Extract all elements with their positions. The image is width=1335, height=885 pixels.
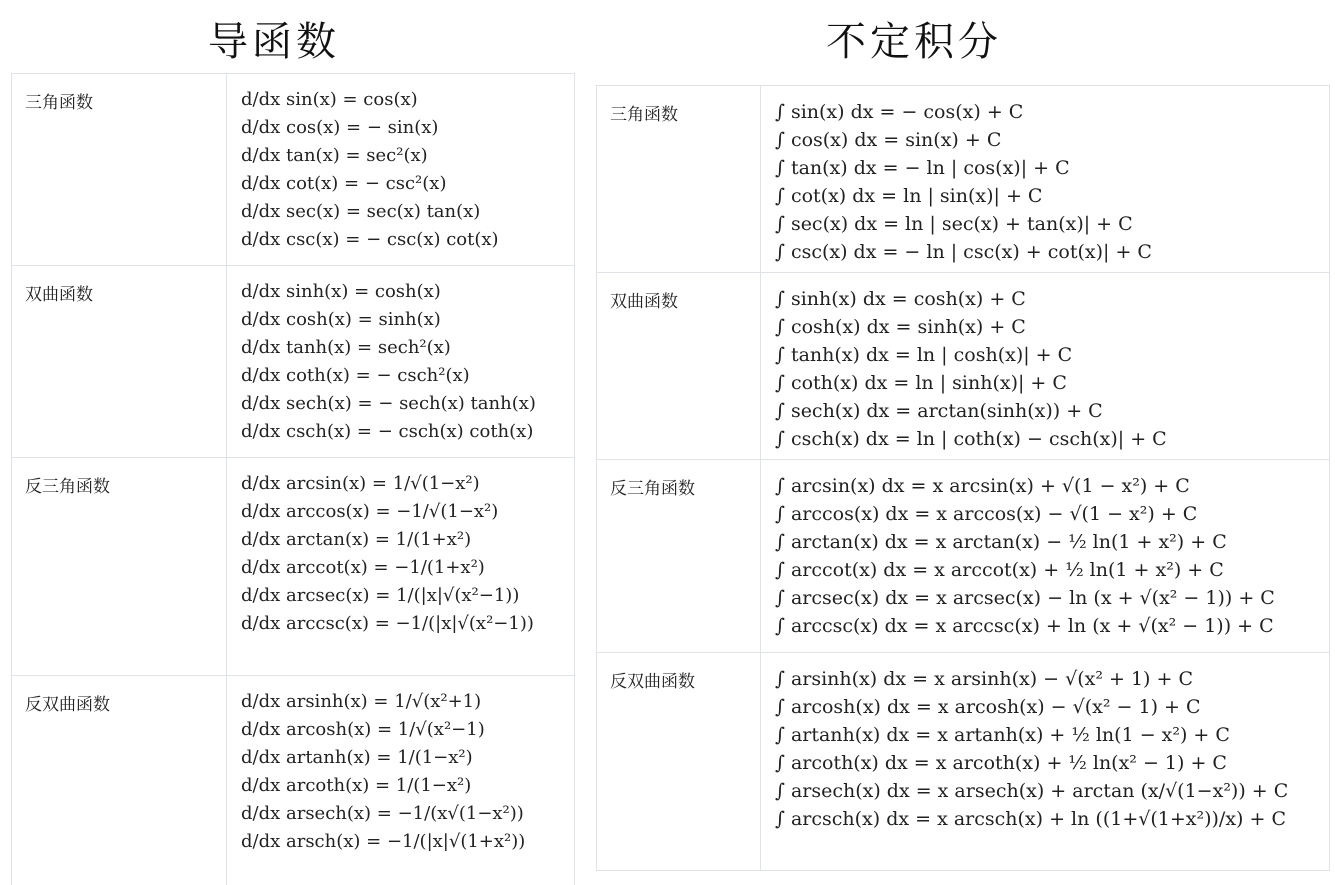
formula: d/dx csch(x) = − csch(x) coth(x) <box>241 421 534 442</box>
formula-list <box>227 676 525 885</box>
formula: ∫ coth(x) dx = ln | sinh(x)| + C <box>775 372 1067 394</box>
formula: d/dx arcsin(x) = 1/√(1−x²) <box>241 473 480 494</box>
formula: d/dx tanh(x) = sech²(x) <box>241 337 451 358</box>
formula: ∫ arcsec(x) dx = x arcsec(x) − ln (x + √(x² − 1)) + C <box>775 587 1275 609</box>
formula: ∫ sec(x) dx = ln | sec(x) + tan(x)| + C <box>775 213 1133 235</box>
formula: ∫ arctan(x) dx = x arctan(x) − ½ ln(1 + x²) + C <box>775 531 1227 553</box>
formula: ∫ tanh(x) dx = ln | cosh(x)| + C <box>775 344 1073 366</box>
formula-list <box>227 74 499 265</box>
formula: d/dx arccsc(x) = −1/(|x|√(x²−1)) <box>241 613 534 634</box>
formula: ∫ cot(x) dx = ln | sin(x)| + C <box>775 185 1043 207</box>
formula-list <box>227 458 534 675</box>
formula: d/dx arccot(x) = −1/(1+x²) <box>241 557 485 578</box>
formula: d/dx arsinh(x) = 1/√(x²+1) <box>241 691 482 712</box>
category-label: 反双曲函数 <box>597 653 761 870</box>
formula: d/dx artanh(x) = 1/(1−x²) <box>241 747 473 768</box>
category-label: 双曲函数 <box>597 273 761 459</box>
table-row <box>597 460 1329 653</box>
formula-list <box>227 266 536 457</box>
formula: ∫ arcsin(x) dx = x arcsin(x) + √(1 − x²) + C <box>775 475 1190 497</box>
table-row <box>597 653 1329 870</box>
formula: ∫ sinh(x) dx = cosh(x) + C <box>775 288 1026 310</box>
formula: d/dx sec(x) = sec(x) tan(x) <box>241 201 481 222</box>
derivatives-table <box>11 73 575 885</box>
formula: d/dx sin(x) = cos(x) <box>241 89 418 110</box>
category-label: 三角函数 <box>597 86 761 272</box>
formula: d/dx arsch(x) = −1/(|x|√(1+x²)) <box>241 831 526 852</box>
formula: d/dx csc(x) = − csc(x) cot(x) <box>241 229 499 250</box>
table-row <box>12 74 574 266</box>
formula: ∫ arsinh(x) dx = x arsinh(x) − √(x² + 1) + C <box>775 668 1193 690</box>
formula: d/dx arcoth(x) = 1/(1−x²) <box>241 775 472 796</box>
formula: ∫ arsech(x) dx = x arsech(x) + arctan (x/√(1−x²)) + C <box>775 780 1289 802</box>
category-label: 双曲函数 <box>12 266 227 457</box>
category-label: 三角函数 <box>12 74 227 265</box>
formula: ∫ cos(x) dx = sin(x) + C <box>775 129 1002 151</box>
formula: d/dx cot(x) = − csc²(x) <box>241 173 447 194</box>
derivatives-heading: 导函数 <box>208 19 340 65</box>
formula: d/dx arcsec(x) = 1/(|x|√(x²−1)) <box>241 585 520 606</box>
category-label: 反双曲函数 <box>12 676 227 885</box>
formula: ∫ csch(x) dx = ln | coth(x) − csch(x)| + C <box>775 428 1167 450</box>
formula-list <box>761 460 1275 652</box>
formula: d/dx arsech(x) = −1/(x√(1−x²)) <box>241 803 524 824</box>
formula: ∫ sech(x) dx = arctan(sinh(x)) + C <box>775 400 1103 422</box>
table-row <box>597 86 1329 273</box>
formula: d/dx arcosh(x) = 1/√(x²−1) <box>241 719 485 740</box>
formula: ∫ arccsc(x) dx = x arccsc(x) + ln (x + √(x² − 1)) + C <box>775 615 1274 637</box>
formula: d/dx coth(x) = − csch²(x) <box>241 365 470 386</box>
integrals-heading: 不定积分 <box>826 19 1002 65</box>
formula: d/dx cosh(x) = sinh(x) <box>241 309 441 330</box>
formula: d/dx cos(x) = − sin(x) <box>241 117 439 138</box>
formula: d/dx sinh(x) = cosh(x) <box>241 281 441 302</box>
formula: ∫ sin(x) dx = − cos(x) + C <box>775 101 1024 123</box>
formula: ∫ csc(x) dx = − ln | csc(x) + cot(x)| + C <box>775 241 1152 263</box>
formula: d/dx tan(x) = sec²(x) <box>241 145 428 166</box>
formula: ∫ cosh(x) dx = sinh(x) + C <box>775 316 1026 338</box>
formula: ∫ arccos(x) dx = x arccos(x) − √(1 − x²) + C <box>775 503 1198 525</box>
formula-list <box>761 653 1288 870</box>
table-row <box>597 273 1329 460</box>
formula: ∫ arccot(x) dx = x arccot(x) + ½ ln(1 + x²) + C <box>775 559 1224 581</box>
table-row <box>12 458 574 676</box>
formula: ∫ artanh(x) dx = x artanh(x) + ½ ln(1 − x²) + C <box>775 724 1230 746</box>
formula: ∫ arcosh(x) dx = x arcosh(x) − √(x² − 1) + C <box>775 696 1201 718</box>
category-label: 反三角函数 <box>12 458 227 675</box>
table-row <box>12 266 574 458</box>
category-label: 反三角函数 <box>597 460 761 652</box>
formula-list <box>761 273 1167 459</box>
formula: ∫ arcsch(x) dx = x arcsch(x) + ln ((1+√(1+x²))/x) + C <box>775 808 1286 830</box>
formula: d/dx arctan(x) = 1/(1+x²) <box>241 529 472 550</box>
table-row <box>12 676 574 885</box>
formula: ∫ arcoth(x) dx = x arcoth(x) + ½ ln(x² − 1) + C <box>775 752 1227 774</box>
formula: ∫ tan(x) dx = − ln | cos(x)| + C <box>775 157 1070 179</box>
formula: d/dx arccos(x) = −1/√(1−x²) <box>241 501 499 522</box>
formula: d/dx sech(x) = − sech(x) tanh(x) <box>241 393 536 414</box>
formula-list <box>761 86 1152 272</box>
integrals-table <box>596 85 1330 871</box>
